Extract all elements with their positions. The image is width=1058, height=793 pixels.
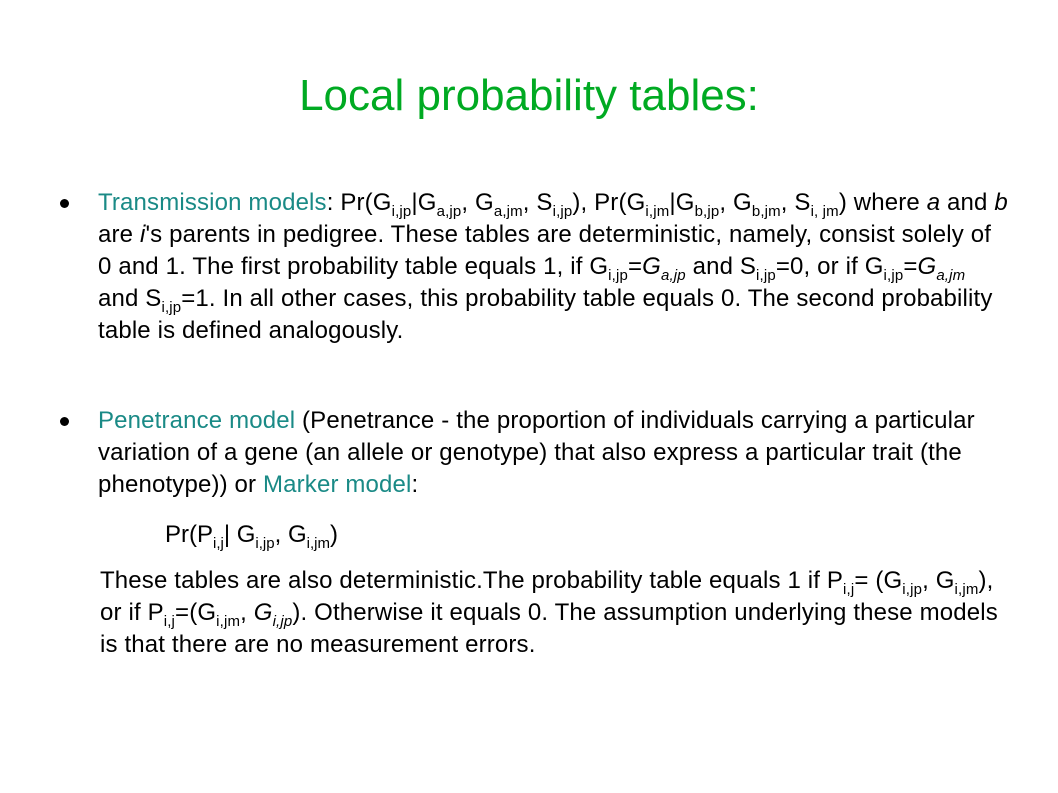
text: , [240, 599, 254, 626]
text: = [627, 253, 643, 280]
text: 's parents in pedigree. These tables are deterministic, namely, consist solely of 0 and 1. The first probability table equals 1, if G [98, 221, 992, 280]
text: | G [223, 521, 256, 548]
text: =(G [175, 599, 217, 626]
text: , G [461, 189, 494, 216]
text: , S [780, 189, 811, 216]
subscript: a,jm [936, 267, 966, 284]
text: |G [669, 189, 695, 216]
subscript: i,jp [756, 267, 776, 284]
subscript: a,jp [660, 267, 686, 284]
text: (Penetrance - the proportion of individuals carrying a particular variation of a gene (an allele or genotype) that also express a particular trait (the phenotype)) or [98, 407, 975, 498]
text: , G [922, 567, 955, 594]
deterministic-paragraph [100, 565, 1000, 661]
subscript: i,jp [608, 267, 628, 284]
subscript: i,jm [306, 535, 330, 552]
text: : [326, 189, 341, 216]
text: and S [685, 253, 757, 280]
text: and [940, 189, 995, 216]
subscript: i,jm [216, 613, 241, 630]
bullet-text [98, 405, 1010, 501]
term-marker-model: Marker model [263, 471, 412, 498]
subscript: i,j [213, 535, 224, 552]
text: are [98, 221, 140, 248]
text: Pr(P [165, 521, 213, 548]
subscript: i,j [843, 581, 855, 598]
subscript: i,jm [645, 203, 670, 220]
subscript: i,jm [954, 581, 979, 598]
text: ), or if P [100, 567, 994, 626]
bullet-dot-icon [60, 417, 69, 426]
formula [165, 519, 338, 551]
italic-var: b [994, 189, 1008, 216]
subscript: b,jm [751, 203, 781, 220]
text: =0, or if G [775, 253, 884, 280]
subscript: i,j [163, 613, 176, 630]
subscript: i,jp [272, 613, 293, 630]
text: ) [329, 521, 338, 548]
text: These tables are also deterministic.The probability table equals 1 if P [100, 567, 844, 594]
text: ) where [838, 189, 927, 216]
text: |G [411, 189, 437, 216]
bullet-dot-icon [60, 199, 69, 208]
text: and S [98, 285, 162, 312]
subscript: i,jp [552, 203, 573, 220]
italic-var: G [642, 253, 661, 280]
text: : [411, 471, 419, 498]
bullet-text [98, 187, 1010, 347]
text: ), Pr(G [572, 189, 646, 216]
subscript: b,jp [694, 203, 720, 220]
italic-var: a [926, 189, 941, 216]
subscript: a,jm [493, 203, 523, 220]
text: , G [719, 189, 752, 216]
slide-title: Local probability tables: [299, 71, 759, 120]
subscript: i,jp [391, 203, 412, 220]
subscript: a,jp [436, 203, 462, 220]
italic-var: i [139, 221, 146, 248]
subscript: i, jm [810, 203, 839, 220]
text: , G [274, 521, 307, 548]
subscript: i,jp [161, 299, 182, 316]
text: ). Otherwise it equals 0. The assumption underlying these models is that there are no measurement errors. [100, 599, 998, 658]
term-transmission-models: Transmission models [98, 189, 327, 216]
subscript: i,jp [902, 581, 923, 598]
text: =1. In all other cases, this probability table equals 0. The second probability table is defined analogously. [98, 285, 993, 344]
italic-var: G [917, 253, 937, 280]
subscript: i,jp [883, 267, 904, 284]
text: Pr(G [340, 189, 392, 216]
term-penetrance-model: Penetrance model [98, 407, 296, 434]
subscript: i,jp [255, 535, 275, 552]
italic-var: G [253, 599, 273, 626]
text: , S [522, 189, 553, 216]
text: = (G [854, 567, 903, 594]
text: = [903, 253, 918, 280]
